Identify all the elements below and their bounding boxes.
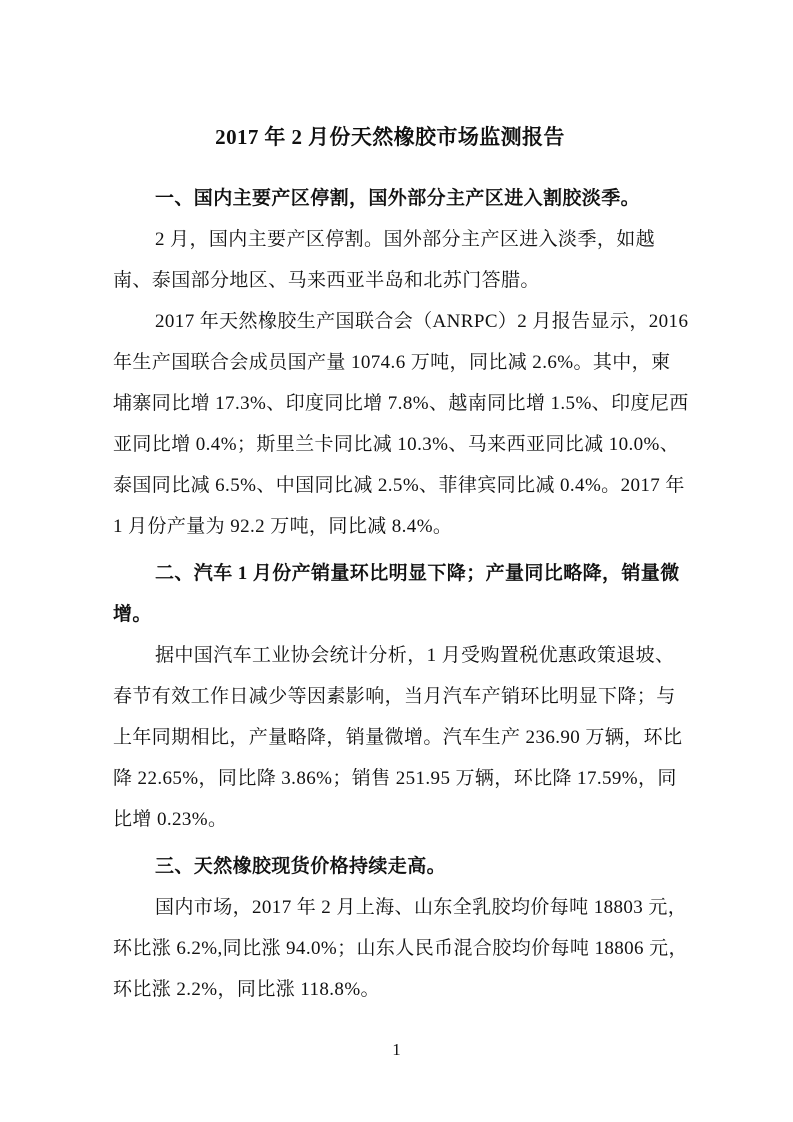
page-number: 1	[392, 1040, 401, 1059]
section-1-paragraph-2	[113, 301, 689, 547]
text-line: 2 月，国内主要产区停割。国外部分主产区进入淡季，如越	[155, 229, 656, 250]
section-2-paragraph-1	[113, 635, 683, 840]
section-3-paragraph-1	[113, 887, 688, 1010]
title-spacer	[113, 158, 667, 178]
section-1-paragraph-1	[113, 219, 667, 301]
section-2-heading-line: 二、汽车 1 月份产销量环比明显下降；产量同比略降，销量微	[155, 563, 680, 584]
section-3-heading	[113, 846, 667, 887]
text-line: 埔寨同比增 17.3%、印度同比增 7.8%、越南同比增 1.5%、印度尼西	[113, 393, 689, 414]
text-line: 年生产国联合会成员国产量 1074.6 万吨，同比减 2.6%。其中，柬	[113, 352, 671, 373]
document-content	[113, 117, 689, 1010]
text-line: 春节有效工作日减少等因素影响，当月汽车产销环比明显下降；与	[113, 686, 676, 707]
text-line: 泰国同比减 6.5%、中国同比减 2.5%、菲律宾同比减 0.4%。2017 年	[113, 475, 685, 496]
text-line: 亚同比增 0.4%；斯里兰卡同比减 10.3%、马来西亚同比减 10.0%、	[113, 434, 680, 455]
section-2-heading-line: 增。	[113, 604, 152, 625]
text-line: 2017 年天然橡胶生产国联合会（ANRPC）2 月报告显示，2016	[155, 311, 689, 332]
text-line: 1 月份产量为 92.2 万吨，同比减 8.4%。	[113, 516, 453, 537]
text-line: 国内市场，2017 年 2 月上海、山东全乳胶均价每吨 18803 元，	[155, 897, 688, 918]
text-line: 南、泰国部分地区、马来西亚半岛和北苏门答腊。	[113, 270, 540, 291]
text-line: 降 22.65%，同比降 3.86%；销售 251.95 万辆，环比降 17.59%，同	[113, 768, 677, 789]
section-1-heading-line: 一、国内主要产区停割，国外部分主产区进入割胶淡季。	[155, 188, 641, 209]
text-line: 上年同期相比，产量略降，销量微增。汽车生产 236.90 万辆，环比	[113, 727, 683, 748]
text-line: 据中国汽车工业协会统计分析，1 月受购置税优惠政策退坡、	[155, 645, 675, 666]
text-line: 环比涨 6.2%,同比涨 94.0%；山东人民币混合胶均价每吨 18806 元，	[113, 938, 688, 959]
document-title: 2017 年 2 月份天然橡胶市场监测报告	[215, 125, 565, 149]
text-line: 比增 0.23%。	[113, 809, 228, 830]
section-2-heading	[113, 553, 680, 635]
section-3-heading-line: 三、天然橡胶现货价格持续走高。	[155, 856, 447, 877]
text-line: 环比涨 2.2%，同比涨 118.8%。	[113, 979, 380, 1000]
